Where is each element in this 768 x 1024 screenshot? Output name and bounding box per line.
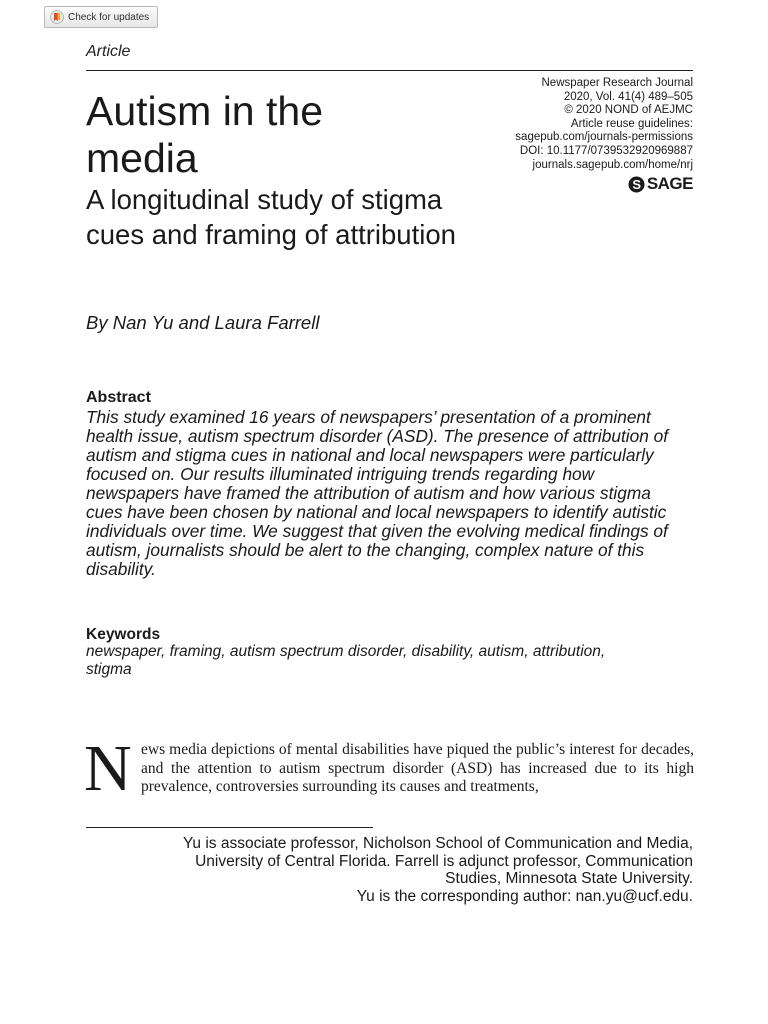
author-byline: By Nan Yu and Laura Farrell [86,312,320,333]
permissions-link[interactable]: sagepub.com/journals-permissions [515,131,693,144]
journal-info [515,77,693,172]
doi[interactable]: DOI: 10.1177/0739532920969887 [519,144,693,157]
check-for-updates-button[interactable] [44,6,158,28]
sage-emblem-icon [628,176,645,193]
author-footnote [93,835,693,905]
drop-cap: N [84,732,132,805]
footnote-line: Yu is associate professor, Nicholson School of Communication and Media, [182,835,693,852]
header-divider [86,70,693,71]
journal-volume: 2020, Vol. 41(4) 489–505 [563,90,693,103]
abstract-heading: Abstract [86,389,151,406]
article-type-label: Article [86,43,131,60]
article-subtitle: A longitudinal study of stigma cues and framing of attribution [86,184,456,250]
reuse-guidelines-label: Article reuse guidelines: [570,117,693,130]
body-paragraph: ews media depictions of mental disabilities have piqued the public’s interest for decades, and the attention to autism spectrum disorder (ASD) has increased due to its high prevalence, controversies surrounding its causes and treatments, [141,741,694,795]
abstract-text: This study examined 16 years of newspapers’ presentation of a prominent health issue, autism spectrum disorder (ASD). The presence of attribution of autism and stigma cues in national and local newspapers were particularly focused on. Our results illuminated intriguing trends regarding how newspapers have framed the attribution of autism and how various stigma cues have been chosen by national and local newspapers to identify autistic individuals over time. We suggest that given the evolving medical findings of autism, journalists should be alert to the changing, complex nature of this disability. [86,407,669,579]
copyright: © 2020 NOND of AEJMC [564,104,693,117]
footnote-line: Yu is the corresponding author: nan.yu@ucf.edu. [356,887,693,905]
footnote-line: Studies, Minnesota State University. [445,870,693,888]
check-for-updates-icon [50,10,64,24]
journal-name: Newspaper Research Journal [541,77,693,89]
check-for-updates-label: Check for updates [68,11,150,23]
svg-text:S: S [632,176,641,192]
journal-homepage-link[interactable]: journals.sagepub.com/home/nrj [532,158,693,171]
keywords-heading: Keywords [86,626,161,643]
footnote-divider [86,827,373,828]
publisher-name: SAGE [646,174,693,193]
keywords-text: newspaper, framing, autism spectrum disorder, disability, autism, attribution, stigma [86,643,606,678]
footnote-line: University of Central Florida. Farrell is adjunct professor, Communication [195,852,693,870]
sage-logo [628,174,693,194]
article-title: Autism in the media [86,88,323,181]
